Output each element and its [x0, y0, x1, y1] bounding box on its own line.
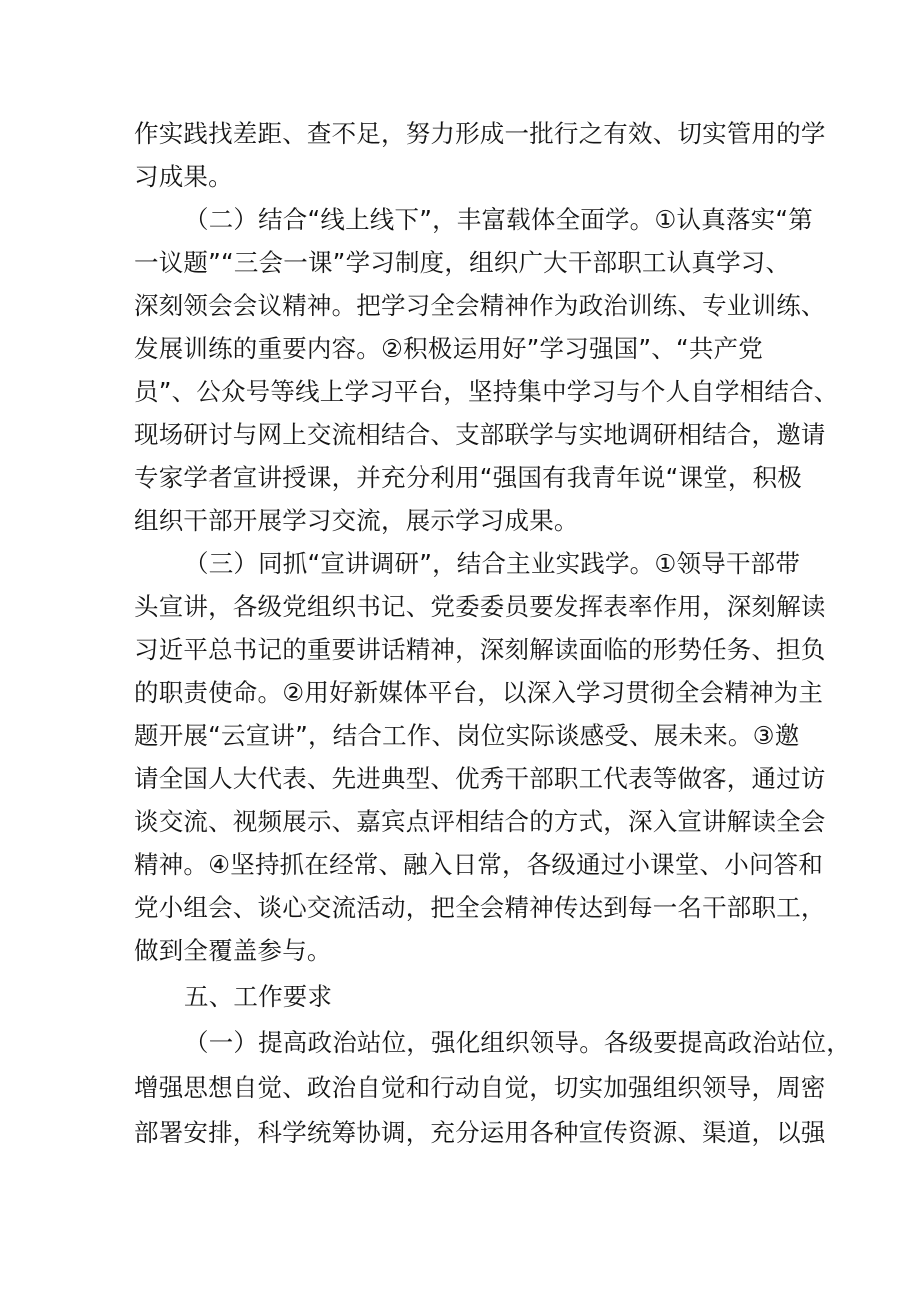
section-2-heading-line: （二）结合“线上线下”，丰富载体全面学。①认真落实“第	[184, 205, 813, 234]
paragraph-line: 增强思想自觉、政治自觉和行动自觉，切实加强组织领导，周密	[134, 1073, 826, 1102]
paragraph-line: 现场研讨与网上交流相结合、支部联学与实地调研相结合，邀请	[134, 420, 826, 449]
section-5-heading: 五、工作要求	[184, 982, 333, 1011]
paragraph-line: 发展训练的重要内容。②积极运用好”学习强国”、“共产党	[134, 334, 763, 363]
paragraph-line: 习近平总书记的重要讲话精神，深刻解读面临的形势任务、担负	[134, 635, 826, 664]
paragraph-line: 习成果。	[134, 162, 233, 191]
paragraph-line: 深刻领会会议精神。把学习全会精神作为政治训练、专业训练、	[134, 291, 826, 320]
paragraph-line: 专家学者宣讲授课，并充分利用“强国有我青年说“课堂，积极	[134, 463, 802, 492]
section-3-heading-line: （三）同抓“宣讲调研”，结合主业实践学。①领导干部带	[184, 549, 801, 578]
paragraph-line: 做到全覆盖参与。	[134, 936, 332, 965]
paragraph-line: 精神。④坚持抓在经常、融入日常，各级通过小课堂、小问答和	[134, 850, 824, 879]
paragraph-line: 题开展“云宣讲”，结合工作、岗位实际谈感受、展未来。③邀	[134, 721, 800, 750]
paragraph-line: 部署安排，科学统筹协调，充分运用各种宣传资源、渠道，以强	[134, 1118, 826, 1147]
paragraph-line: 请全国人大代表、先进典型、优秀干部职工代表等做客，通过访	[134, 764, 826, 793]
paragraph-line: 组织干部开展学习交流，展示学习成果。	[134, 506, 579, 535]
paragraph-line: 头宣讲，各级党组织书记、党委委员要发挥表率作用，深刻解读	[134, 592, 826, 621]
paragraph-line: 一议题”“三会一课”学习制度，组织广大干部职工认真学习、	[134, 248, 791, 277]
subsection-1-heading-line: （一）提高政治站位，强化组织领导。各级要提高政治站位，	[184, 1028, 851, 1057]
paragraph-line: 作实践找差距、查不足，努力形成一批行之有效、切实管用的学	[134, 119, 826, 148]
paragraph-line: 的职责使命。②用好新媒体平台，以深入学习贯彻全会精神为主	[134, 678, 824, 707]
paragraph-line: 谈交流、视频展示、嘉宾点评相结合的方式，深入宣讲解读全会	[134, 807, 826, 836]
paragraph-line: 员”、公众号等线上学习平台，坚持集中学习与个人自学相结合、	[134, 377, 839, 406]
paragraph-line: 党小组会、谈心交流活动，把全会精神传达到每一名干部职工，	[134, 893, 826, 922]
